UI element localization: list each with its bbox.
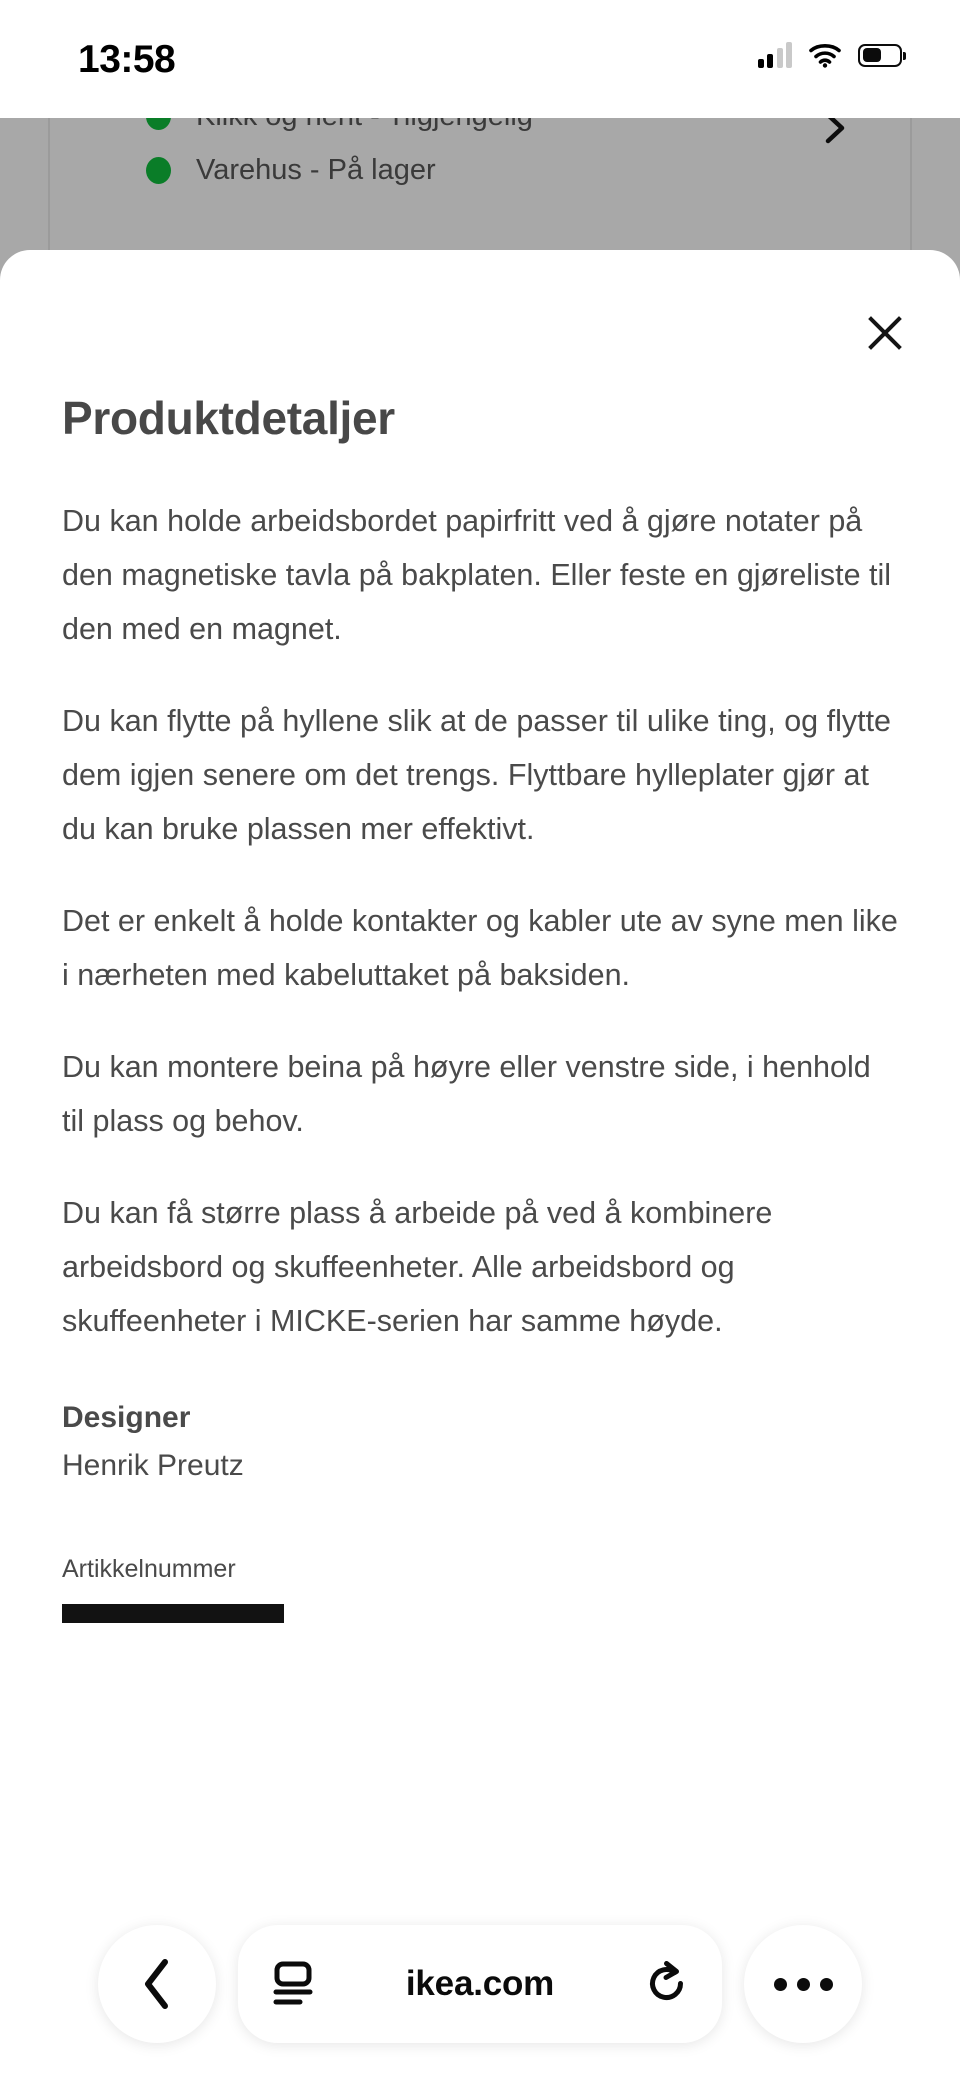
availability-row (196, 154, 436, 187)
designer-label: Designer (62, 1400, 191, 1434)
chevron-left-icon (140, 1958, 174, 2010)
detail-paragraph: Det er enkelt å holde kontakter og kabler ute av syne men like i nærheten med kabeluttaket på baksiden. (62, 903, 898, 992)
article-number-section (62, 1552, 898, 1623)
wifi-icon (809, 43, 841, 68)
page-title: Produktdetaljer (62, 392, 395, 444)
status-dot-icon (146, 157, 171, 184)
cellular-signal-icon (758, 42, 793, 68)
product-details-sheet (0, 250, 960, 2079)
status-bar (0, 0, 960, 118)
reload-icon[interactable] (646, 1961, 688, 2007)
article-number-redaction-bar (62, 1604, 284, 1623)
detail-paragraph: Du kan montere beina på høyre eller venstre side, i henhold til plass og behov. (62, 1049, 871, 1138)
article-number-label: Artikkelnummer (62, 1554, 236, 1583)
sheet-content (0, 250, 960, 1623)
address-text: ikea.com (405, 1964, 555, 2003)
detail-paragraph: Du kan flytte på hyllene slik at de passer til ulike ting, og flytte dem igjen senere om det trengs. Flyttbare hylleplater gjør at du kan bruke plassen mer effektivt. (62, 703, 892, 846)
availability-label: Varehus - På lager (196, 154, 436, 186)
battery-icon (858, 44, 902, 67)
more-dots-glyph (774, 1978, 833, 1991)
browser-toolbar (0, 1889, 960, 2079)
page-settings-icon[interactable] (272, 1961, 314, 2007)
detail-paragraph: Du kan få større plass å arbeide på ved å kombinere arbeidsbord og skuffeenheter. Alle arbeidsbord og skuffeenheter i MICKE-serien har samme høyde. (62, 1195, 773, 1338)
address-bar[interactable] (238, 1925, 722, 2043)
more-dots-icon[interactable] (744, 1925, 862, 2043)
back-button[interactable] (98, 1925, 216, 2043)
status-bar-clock: 13:58 (78, 38, 176, 81)
status-bar-icons (758, 42, 903, 68)
designer-name: Henrik Preutz (62, 1448, 244, 1482)
designer-section (62, 1394, 898, 1490)
detail-paragraph: Du kan holde arbeidsbordet papirfritt ved å gjøre notater på den magnetiske tavla på bakplaten. Eller feste en gjøreliste til den med en magnet. (62, 503, 892, 646)
